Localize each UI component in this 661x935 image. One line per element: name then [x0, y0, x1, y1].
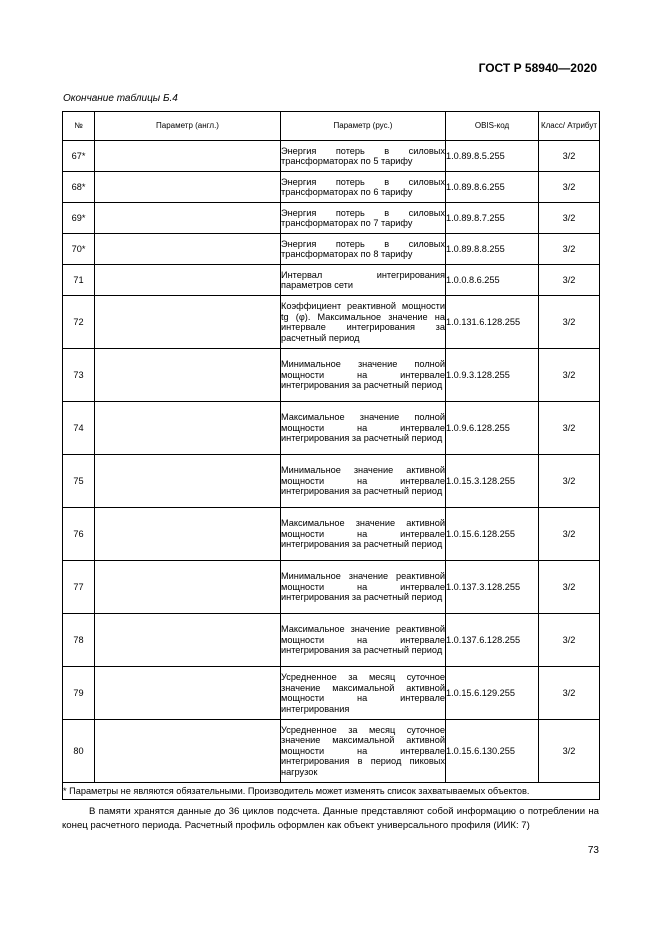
row-param-eng	[95, 172, 281, 203]
row-obis-code: 1.0.15.6.129.255	[446, 667, 539, 720]
row-number: 73	[63, 349, 95, 402]
row-class-attribute: 3/2	[539, 172, 600, 203]
footnote-row	[63, 783, 600, 800]
row-class-attribute: 3/2	[539, 508, 600, 561]
row-obis-code: 1.0.89.8.7.255	[446, 203, 539, 234]
row-param-eng	[95, 402, 281, 455]
row-obis-code: 1.0.15.6.128.255	[446, 508, 539, 561]
row-number: 67*	[63, 141, 95, 172]
row-param-eng	[95, 561, 281, 614]
row-number: 69*	[63, 203, 95, 234]
table-row	[63, 349, 600, 402]
row-class-attribute: 3/2	[539, 455, 600, 508]
row-param-rus: Энергия потерь в силовых трансформаторах по 5 тарифу	[281, 141, 446, 172]
row-number: 71	[63, 265, 95, 296]
table-row	[63, 141, 600, 172]
row-param-eng	[95, 203, 281, 234]
row-param-eng	[95, 296, 281, 349]
row-param-eng	[95, 141, 281, 172]
row-obis-code: 1.0.0.8.6.255	[446, 265, 539, 296]
row-class-attribute: 3/2	[539, 203, 600, 234]
table-row	[63, 455, 600, 508]
row-obis-code: 1.0.137.6.128.255	[446, 614, 539, 667]
table-row	[63, 265, 600, 296]
table-row	[63, 402, 600, 455]
parameters-table	[62, 111, 600, 800]
table-row	[63, 296, 600, 349]
row-number: 80	[63, 720, 95, 783]
row-param-rus: Максимальное значение полной мощности на интервале интегрирования за расчетный период	[281, 402, 446, 455]
row-param-rus: Максимальное значение активной мощности на интервале интегрирования за расчетный период	[281, 508, 446, 561]
row-class-attribute: 3/2	[539, 296, 600, 349]
row-class-attribute: 3/2	[539, 614, 600, 667]
page-number: 73	[587, 845, 599, 856]
table-row	[63, 720, 600, 783]
column-header-number: №	[63, 112, 95, 141]
body-paragraph-text: В памяти хранятся данные до 36 циклов подсчета. Данные представляют собой информацию о потреблении на конец расчетного периода. Расчетный профиль оформлен как объект универсального профиля (ИИК: 7)	[62, 806, 599, 831]
row-class-attribute: 3/2	[539, 402, 600, 455]
row-obis-code: 1.0.89.8.6.255	[446, 172, 539, 203]
column-header-param-rus: Параметр (рус.)	[281, 112, 446, 141]
row-param-eng	[95, 508, 281, 561]
row-param-eng	[95, 234, 281, 265]
row-obis-code: 1.0.137.3.128.255	[446, 561, 539, 614]
row-number: 74	[63, 402, 95, 455]
row-param-rus: Интервал интегрирования параметров сети	[281, 265, 446, 296]
table-footnote: * Параметры не являются обязательными. Производитель может изменять список захватываемых объектов.	[63, 783, 600, 800]
column-header-obis: OBIS-код	[446, 112, 539, 141]
row-param-rus: Максимальное значение реактивной мощности на интервале интегрирования за расчетный период	[281, 614, 446, 667]
row-class-attribute: 3/2	[539, 265, 600, 296]
column-header-class-attribute: Класс/ Атрибут	[539, 112, 600, 141]
table-row	[63, 508, 600, 561]
row-class-attribute: 3/2	[539, 234, 600, 265]
row-param-rus: Усредненное за месяц суточное значение максимальной активной мощности на интервале интегрирования	[281, 667, 446, 720]
row-param-rus: Минимальное значение полной мощности на интервале интегрирования за расчетный период	[281, 349, 446, 402]
row-obis-code: 1.0.15.6.130.255	[446, 720, 539, 783]
standard-code: ГОСТ Р 58940—2020	[478, 61, 597, 75]
table-row	[63, 614, 600, 667]
row-param-rus: Минимальное значение активной мощности на интервале интегрирования за расчетный период	[281, 455, 446, 508]
body-paragraph	[62, 805, 599, 833]
row-param-rus: Энергия потерь в силовых трансформаторах по 7 тарифу	[281, 203, 446, 234]
row-param-rus: Минимальное значение реактивной мощности на интервале интегрирования за расчетный период	[281, 561, 446, 614]
row-number: 70*	[63, 234, 95, 265]
row-obis-code: 1.0.15.3.128.255	[446, 455, 539, 508]
row-number: 76	[63, 508, 95, 561]
row-obis-code: 1.0.89.8.8.255	[446, 234, 539, 265]
table-row	[63, 234, 600, 265]
table-row	[63, 561, 600, 614]
table-header-row	[63, 112, 600, 141]
row-class-attribute: 3/2	[539, 667, 600, 720]
row-obis-code: 1.0.9.3.128.255	[446, 349, 539, 402]
column-header-param-eng: Параметр (англ.)	[95, 112, 281, 141]
row-param-rus: Энергия потерь в силовых трансформаторах по 6 тарифу	[281, 172, 446, 203]
table-body	[63, 141, 600, 783]
table-row	[63, 203, 600, 234]
row-number: 79	[63, 667, 95, 720]
row-obis-code: 1.0.9.6.128.255	[446, 402, 539, 455]
row-number: 78	[63, 614, 95, 667]
row-class-attribute: 3/2	[539, 349, 600, 402]
table-row	[63, 172, 600, 203]
row-param-rus: Энергия потерь в силовых трансформаторах по 8 тарифу	[281, 234, 446, 265]
row-param-rus: Усредненное за месяц суточное значение максимальной активной мощности на интервале интегрирования в период пиковых нагрузок	[281, 720, 446, 783]
row-param-eng	[95, 349, 281, 402]
row-param-eng	[95, 667, 281, 720]
row-param-rus: Коэффициент реактивной мощности tg (φ). Максимальное значение на интервале интегрирования за расчетный период	[281, 296, 446, 349]
row-param-eng	[95, 614, 281, 667]
row-class-attribute: 3/2	[539, 720, 600, 783]
table-row	[63, 667, 600, 720]
table-caption: Окончание таблицы Б.4	[63, 93, 178, 104]
row-obis-code: 1.0.89.8.5.255	[446, 141, 539, 172]
row-number: 68*	[63, 172, 95, 203]
row-param-eng	[95, 265, 281, 296]
row-number: 75	[63, 455, 95, 508]
row-obis-code: 1.0.131.6.128.255	[446, 296, 539, 349]
row-number: 72	[63, 296, 95, 349]
row-class-attribute: 3/2	[539, 141, 600, 172]
row-param-eng	[95, 720, 281, 783]
row-param-eng	[95, 455, 281, 508]
row-number: 77	[63, 561, 95, 614]
row-class-attribute: 3/2	[539, 561, 600, 614]
